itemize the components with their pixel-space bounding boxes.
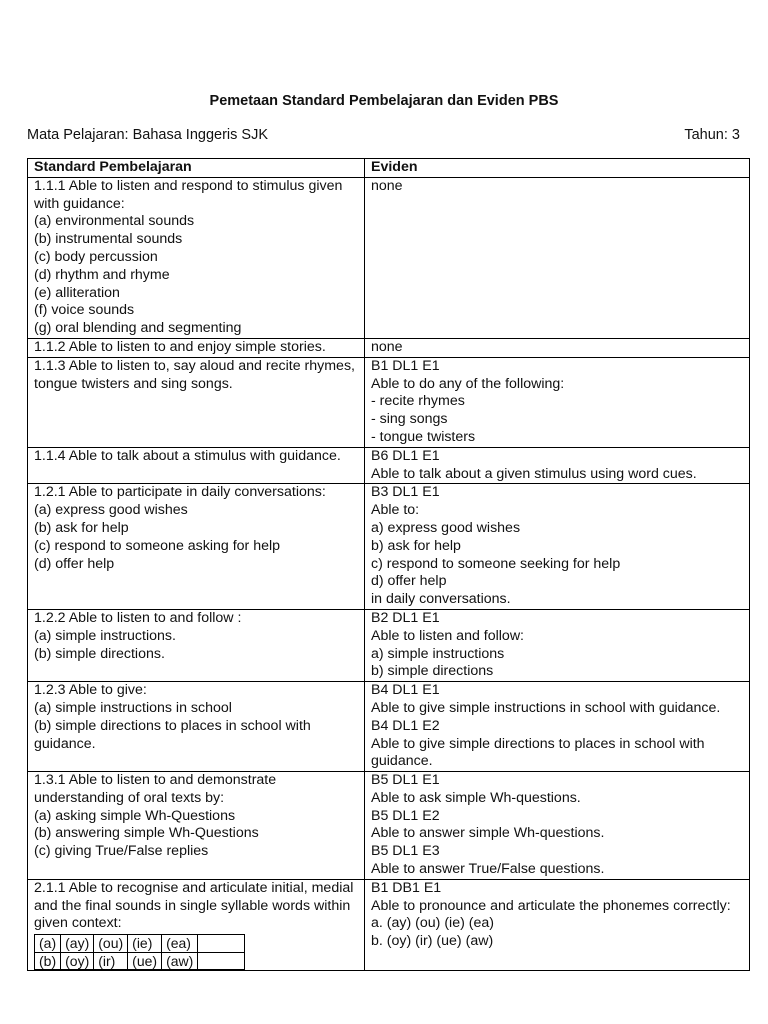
evidence-line: none: [371, 177, 403, 194]
standard-line: 1.1.3 Able to listen to, say aloud and recite rhymes, tongue twisters and sing songs.: [34, 357, 355, 392]
evidence-line: B4 DL1 E1: [371, 682, 440, 699]
standard-line: 1.2.3 Able to give:: [34, 682, 147, 699]
table-row: [28, 772, 750, 880]
standard-cell: [28, 447, 365, 484]
document-title: Pemetaan Standard Pembelajaran dan Eviden PBS: [209, 93, 559, 109]
year-label: Tahun: 3: [684, 127, 740, 143]
phoneme-cell: (ie): [128, 935, 162, 953]
standard-line: 1.2.1 Able to participate in daily conversations:: [34, 484, 326, 501]
evidence-line: Able to ask simple Wh-questions.: [371, 789, 581, 806]
evidence-line: a) express good wishes: [371, 519, 521, 536]
standard-line: (a) simple instructions in school: [34, 699, 232, 716]
evidence-line: B3 DL1 E1: [371, 484, 440, 501]
table-row: [28, 879, 750, 970]
evidence-line: Able to answer simple Wh-questions.: [371, 825, 605, 842]
evidence-line: - sing songs: [371, 411, 448, 428]
standard-line: (d) rhythm and rhyme: [34, 266, 170, 283]
evidence-cell: [365, 682, 750, 772]
header-evidence: Eviden: [365, 159, 750, 178]
standard-line: 1.1.2 Able to listen to and enjoy simple stories.: [34, 338, 326, 355]
standard-line: 1.3.1 Able to listen to and demonstrate understanding of oral texts by:: [34, 772, 277, 806]
standard-line: 1.2.2 Able to listen to and follow :: [34, 609, 242, 626]
standard-line: (f) voice sounds: [34, 302, 135, 319]
standard-line: (d) offer help: [34, 555, 115, 572]
table-row: [28, 447, 750, 484]
phoneme-cell: (ea): [162, 935, 198, 953]
phoneme-cell: (ay): [61, 935, 94, 953]
evidence-line: a. (ay) (ou) (ie) (ea): [371, 915, 494, 932]
evidence-line: Able to:: [371, 502, 420, 519]
standard-line: (c) body percussion: [34, 248, 158, 265]
standard-cell: [28, 357, 365, 447]
evidence-line: B2 DL1 E1: [371, 609, 440, 626]
evidence-line: d) offer help: [371, 573, 447, 590]
phoneme-cell: [198, 952, 245, 970]
evidence-cell: [365, 338, 750, 357]
subject-label: Mata Pelajaran: Bahasa Inggeris SJK: [27, 127, 268, 143]
standard-line: 1.1.1 Able to listen and respond to stimulus given with guidance:: [34, 177, 343, 212]
standard-line: (a) simple instructions.: [34, 627, 176, 644]
standard-line: (c) respond to someone asking for help: [34, 537, 281, 554]
table-row: [28, 682, 750, 772]
evidence-line: b. (oy) (ir) (ue) (aw): [371, 933, 494, 950]
standard-cell: [28, 484, 365, 610]
phoneme-row: [35, 935, 245, 953]
phoneme-cell: (ue): [128, 952, 162, 970]
evidence-line: none: [371, 338, 403, 355]
standard-line: (c) giving True/False replies: [34, 843, 209, 860]
evidence-cell: [365, 447, 750, 484]
evidence-line: b) ask for help: [371, 537, 461, 554]
standard-line: (e) alliteration: [34, 284, 120, 301]
evidence-line: Able to talk about a given stimulus using word cues.: [371, 465, 697, 482]
evidence-line: B5 DL1 E3: [371, 843, 440, 860]
standard-cell: [28, 338, 365, 357]
evidence-line: b) simple directions: [371, 663, 494, 680]
standard-line: (b) answering simple Wh-Questions: [34, 825, 259, 842]
evidence-line: Able to do any of the following:: [371, 375, 565, 392]
table-header-row: [28, 159, 750, 178]
evidence-line: - tongue twisters: [371, 428, 476, 445]
standard-line: (a) express good wishes: [34, 502, 188, 519]
evidence-line: B4 DL1 E2: [371, 717, 440, 734]
phoneme-cell: (oy): [61, 952, 94, 970]
evidence-line: Able to give simple directions to places in school with guidance.: [371, 735, 705, 770]
standard-line: (b) instrumental sounds: [34, 231, 183, 248]
standard-line: (b) simple directions.: [34, 645, 165, 662]
phoneme-cell: (ir): [94, 952, 128, 970]
document-meta: [27, 127, 740, 147]
evidence-line: c) respond to someone seeking for help: [371, 555, 621, 572]
standard-line: (b) ask for help: [34, 519, 129, 536]
standard-line: 1.1.4 Able to talk about a stimulus with guidance.: [34, 447, 341, 464]
standard-line: (b) simple directions to places in school with guidance.: [34, 717, 311, 752]
evidence-line: Able to answer True/False questions.: [371, 861, 605, 878]
evidence-cell: [365, 879, 750, 970]
evidence-line: Able to listen and follow:: [371, 627, 525, 644]
evidence-line: B5 DL1 E1: [371, 772, 440, 789]
standard-cell: [28, 682, 365, 772]
evidence-line: Able to give simple instructions in school with guidance.: [371, 699, 721, 716]
standard-line: 2.1.1 Able to recognise and articulate initial, medial and the final sounds in single syllable words within given context:: [34, 879, 354, 932]
mapping-table: [27, 158, 750, 971]
evidence-cell: [365, 772, 750, 880]
table-row: [28, 338, 750, 357]
standard-line: (a) asking simple Wh-Questions: [34, 807, 236, 824]
phoneme-cell: (a): [35, 935, 61, 953]
phoneme-cell: [198, 935, 245, 953]
evidence-cell: [365, 177, 750, 338]
standard-line: (g) oral blending and segmenting: [34, 320, 242, 337]
evidence-line: a) simple instructions: [371, 645, 505, 662]
evidence-line: Able to pronounce and articulate the phonemes correctly:: [371, 897, 731, 914]
phoneme-cell: (aw): [162, 952, 198, 970]
standard-cell: [28, 609, 365, 681]
standard-line: (a) environmental sounds: [34, 213, 195, 230]
table-row: [28, 609, 750, 681]
phoneme-row: [35, 952, 245, 970]
standard-cell: [28, 177, 365, 338]
table-row: [28, 484, 750, 610]
standard-cell: [28, 772, 365, 880]
evidence-line: B1 DB1 E1: [371, 879, 442, 896]
standard-cell: [28, 879, 365, 970]
evidence-cell: [365, 609, 750, 681]
header-standard: Standard Pembelajaran: [28, 159, 365, 178]
evidence-line: B1 DL1 E1: [371, 357, 440, 374]
table-row: [28, 357, 750, 447]
evidence-cell: [365, 484, 750, 610]
phoneme-cell: (b): [35, 952, 61, 970]
evidence-line: B5 DL1 E2: [371, 807, 440, 824]
phoneme-cell: (ou): [94, 935, 128, 953]
table-row: [28, 177, 750, 338]
evidence-cell: [365, 357, 750, 447]
phoneme-table: [34, 934, 245, 970]
evidence-line: B6 DL1 E1: [371, 447, 440, 464]
evidence-line: - recite rhymes: [371, 393, 465, 410]
evidence-line: in daily conversations.: [371, 591, 511, 608]
